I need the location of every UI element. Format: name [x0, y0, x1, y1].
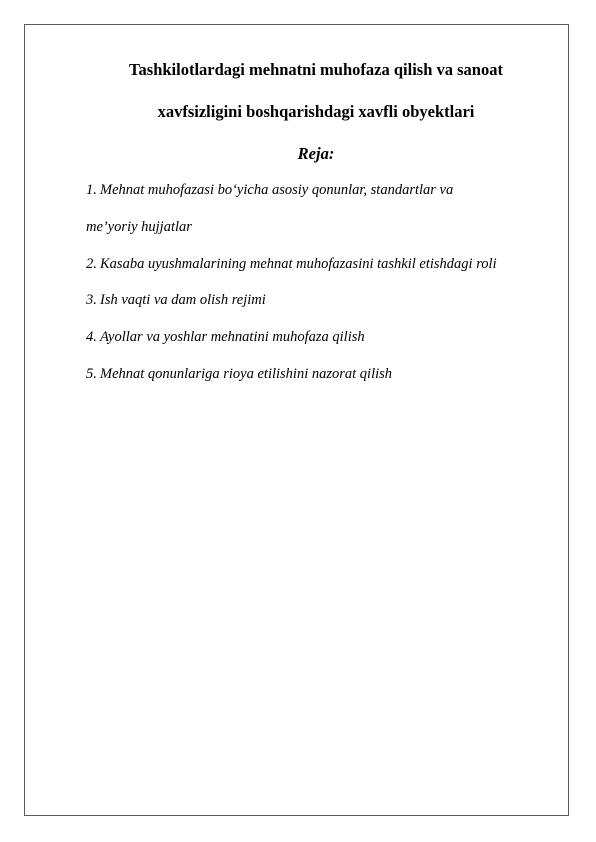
plan-item-4	[86, 329, 365, 346]
page-border	[24, 24, 569, 816]
plan-item-text: Mehnat qonunlariga rioya etilishini nazorat qilish	[100, 366, 393, 382]
plan-item-1-continuation: me’yoriy hujjatlar	[86, 219, 192, 235]
plan-item-3	[86, 292, 266, 309]
plan-item-number: 3.	[86, 292, 97, 308]
plan-heading: Reja:	[297, 144, 335, 163]
document-title-line-1: Tashkilotlardagi mehnatni muhofaza qilish va sanoat	[129, 60, 503, 79]
plan-item-text: Kasaba uyushmalarining mehnat muhofazasini tashkil etishdagi roli	[100, 256, 497, 272]
plan-item-number: 5.	[86, 366, 97, 382]
plan-item-number: 4.	[86, 329, 97, 345]
plan-item-5	[86, 366, 392, 383]
plan-item-1	[86, 182, 453, 199]
plan-item-2	[86, 256, 497, 273]
document-title-line-2: xavfsizligini boshqarishdagi xavfli obyektlari	[157, 102, 475, 121]
plan-item-number: 2.	[86, 256, 97, 272]
plan-item-text: Mehnat muhofazasi bo‘yicha asosiy qonunlar, standartlar va	[100, 182, 454, 198]
plan-item-text: Ish vaqti va dam olish rejimi	[100, 292, 266, 308]
plan-item-number: 1.	[86, 182, 97, 198]
plan-item-text: Ayollar va yoshlar mehnatini muhofaza qilish	[100, 329, 365, 345]
